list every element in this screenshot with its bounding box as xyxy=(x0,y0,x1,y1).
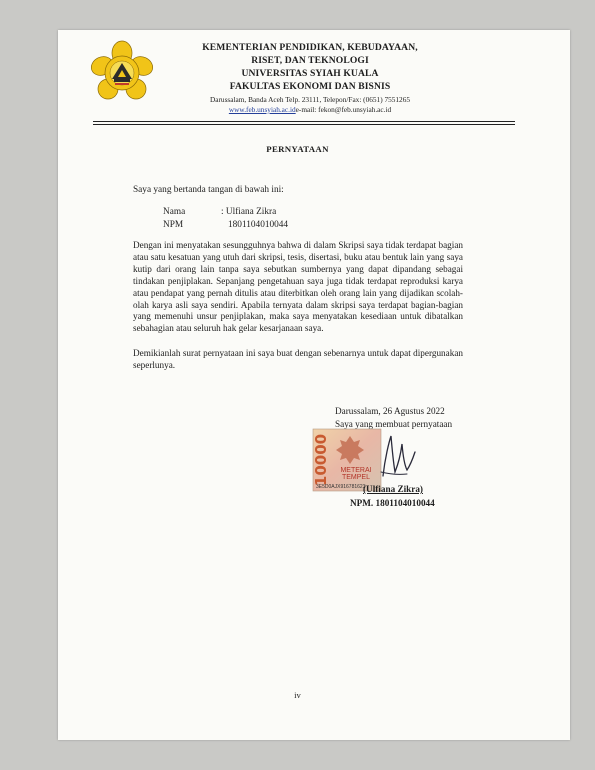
intro-text: Saya yang bertanda tangan di bawah ini: xyxy=(133,185,284,195)
npm-value: 1801104010044 xyxy=(228,220,289,230)
letterhead-divider-thick xyxy=(93,121,515,122)
letterhead-divider-thin xyxy=(93,124,515,125)
handwritten-signature-icon xyxy=(355,428,445,482)
website-link[interactable]: www.feb.unsyiah.ac.id xyxy=(228,105,296,114)
ministry-line-2: RISET, DAN TEKNOLOGI xyxy=(251,55,369,66)
university-emblem-icon xyxy=(88,39,156,107)
place-date: Darussalam, 26 Agustus 2022 xyxy=(335,406,445,416)
university-name: UNIVERSITAS SYIAH KUALA xyxy=(241,68,379,79)
stamp-label-1: METERAI xyxy=(340,467,372,474)
npm-label: NPM xyxy=(163,220,184,230)
statement-paragraph: Dengan ini menyatakan sesungguhnya bahwa di dalam Skripsi saya tidak terdapat bagian atau satu kesatuan yang utuh dari skripsi, tesis, disertasi, buku atau bentuk lain yang saya kutip dari orang lain tanpa saya sebutkan sumbernya yang dapat dipandang sebagai tindakan penjiplakan. Sepanjang pengetahuan saya juga tidak terdapat reproduksi karya atau pendapat yang pernah ditulis atau diterbitkan oleh orang lain yang dijadikan scolah-olah karya asli saya sendiri. Apabila ternyata dalam skripsi saya terdapat bagian-bagian yang memenuhi unsur penjiplakan, maka saya menyatakan kesediaan untuk dibatalkan sebahagian atau seluruh hak gelar kesarjanaan saya. xyxy=(133,240,463,334)
document-page xyxy=(58,30,570,740)
signer-name: (Ulfiana Zikra) xyxy=(363,484,423,494)
name-row xyxy=(163,206,288,219)
name-label: Nama xyxy=(163,207,186,217)
document-title: PERNYATAAN xyxy=(266,144,329,154)
signer-caption: Saya yang membuat pernyataan xyxy=(335,419,453,429)
contact-line xyxy=(175,105,445,115)
stamp-label-2: TEMPEL xyxy=(341,474,371,481)
email: e-mail: fekon@feb.unsyiah.ac.id xyxy=(295,105,392,114)
faculty-name: FAKULTAS EKONOMI DAN BISNIS xyxy=(229,81,391,92)
npm-row xyxy=(163,219,288,232)
identity-block xyxy=(163,206,288,232)
name-value: : Ulfiana Zikra xyxy=(221,207,277,217)
stamp-value: 10000 xyxy=(312,433,330,487)
page-number: iv xyxy=(294,690,301,700)
closing-paragraph: Demikianlah surat pernyataan ini saya buat dengan sebenarnya untuk dapat dipergunakan seperlunya. xyxy=(133,348,463,370)
ministry-line-1: KEMENTERIAN PENDIDIKAN, KEBUDAYAAN, xyxy=(202,42,418,53)
signer-npm: NPM. 1801104010044 xyxy=(350,498,435,508)
address: Darussalam, Banda Aceh Telp. 23111, Telepon/Fax: (0651) 7551265 xyxy=(209,95,410,104)
stamp-serial: 3E5D0AJX916781623 xyxy=(316,484,366,490)
letterhead xyxy=(175,41,445,115)
